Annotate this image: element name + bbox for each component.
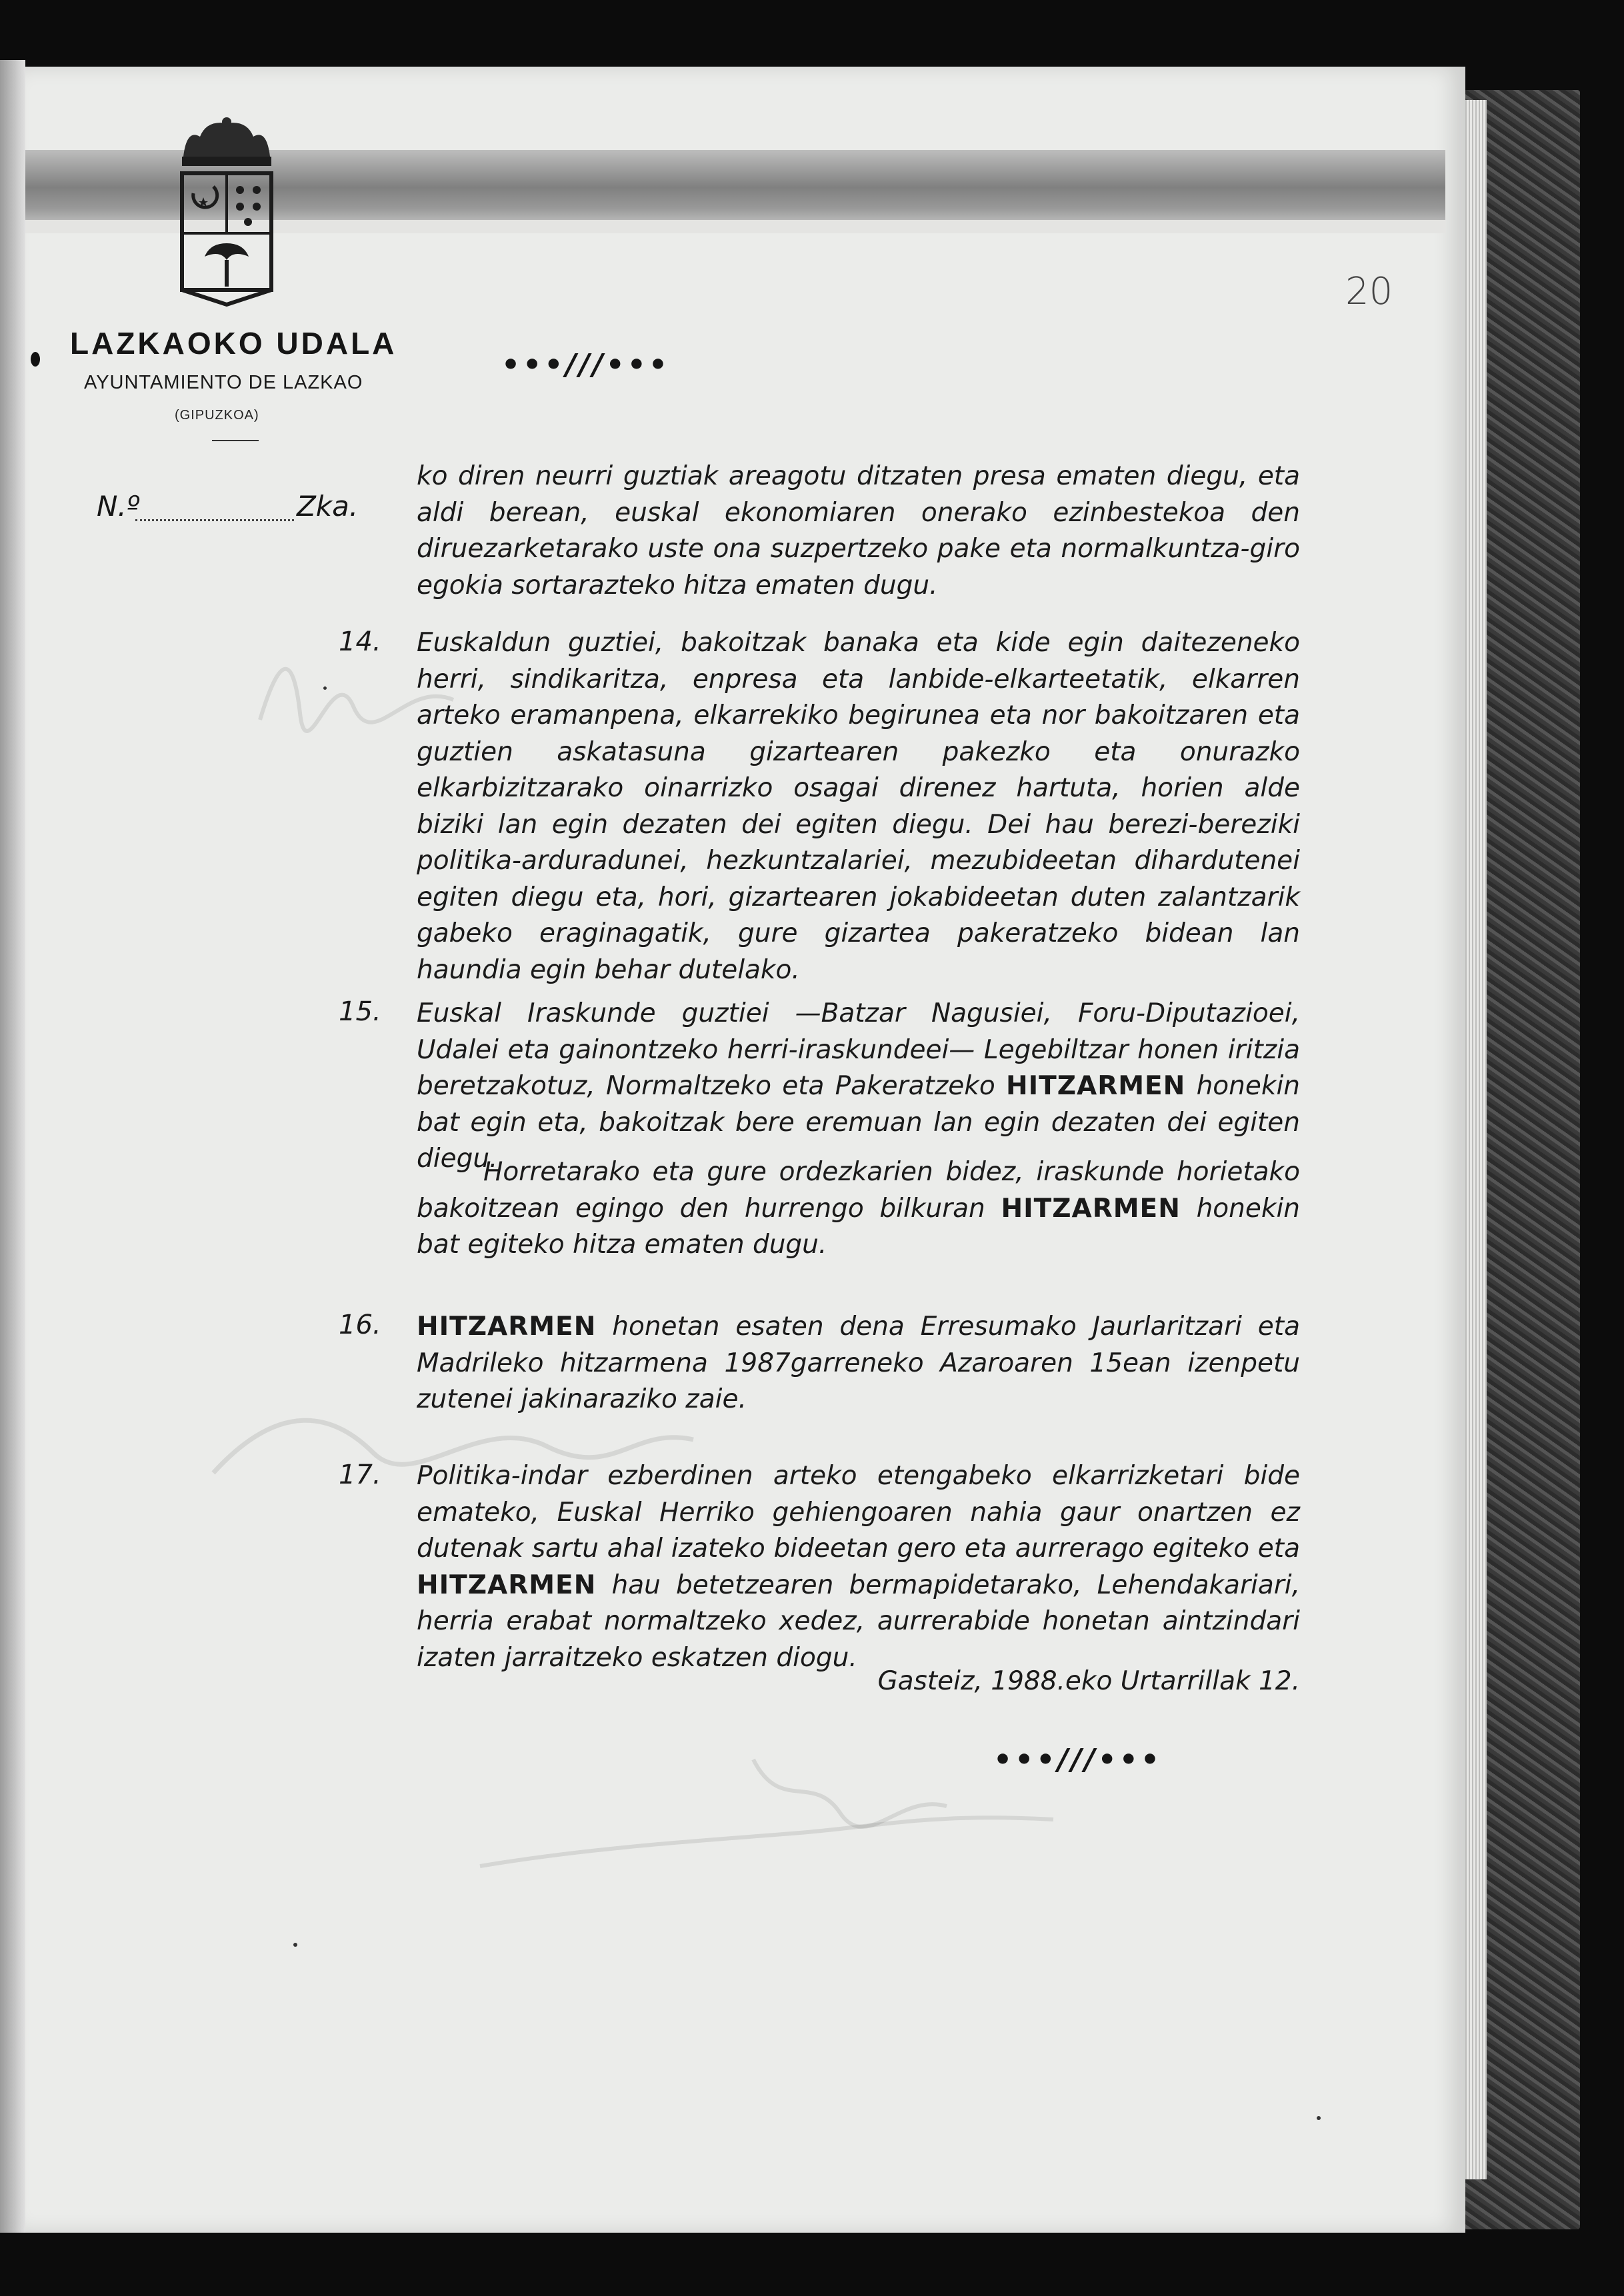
municipality-subtitle: AYUNTAMIENTO DE LAZKAO [84, 372, 363, 393]
hitzarmen-keyword: HITZARMEN [1005, 1071, 1186, 1101]
province-label: (GIPUZKOA) [175, 408, 259, 423]
binder-hole-mark [31, 352, 40, 367]
previous-page-edge [0, 60, 25, 2233]
item-15-second-paragraph: Horretarako eta gure ordezkarien bidez, iraskunde horietako bakoitzean egingo den hurrengo bilkuran HITZARMEN honekin bat egiteko hitza ematen dugu. [417, 1157, 1300, 1260]
zka-label: Zka. [297, 490, 359, 523]
item-16-text: HITZARMEN honetan esaten dena Erresumako Jaurlaritzari eta Madrileko hitzarmena 1987garreneko Azaroaren 15ean izenpetu zutenei jakinaraziko zaie. [417, 1312, 1300, 1414]
continuation-mark-bottom: •••///••• [993, 1743, 1162, 1777]
item-number-14: 14. [339, 626, 381, 657]
number-dotted-line [135, 519, 294, 521]
item-14-text: Euskaldun guztiei, bakoitzak banaka eta kide egin daitezeneko herri, sindikaritza, enpresa eta lanbide-elkarteetatik, elkarren arteko eramanpena, elkarrekiko begirunea eta nor bakoitzaren eta guztien askatasuna gizartearen pakezko eta onurazko elkarbizitzarako oinarrizko osagai direnez hartuta, horien alde biziki lan egin dezaten dei egiten diegu. Dei hau berezi-bereziki politika-arduradunei, hezkuntzalariei, mezubideetan dihardutenei egiten diegu eta, hori, gizartearen jokabideetan duten zalantzarik gabeko eraginagatik, gure gizartea pakeratzeko bidean lan haundia egin behar dutelako. [417, 628, 1300, 985]
item-15-text: Euskal Iraskunde guztiei —Batzar Nagusiei, Foru-Diputazioei, Udalei eta gainontzeko herri-iraskundeei— Legebiltzar honen iritzia beretzakotuz, Normaltzeko eta Pakeratzeko HITZARMEN honekin bat egin eta, bakoitzak bere eremuan lan egin dezaten dei egiten diegu. [417, 998, 1300, 1174]
page-number: 20 [1345, 270, 1393, 313]
continuation-mark-top: •••///••• [501, 348, 670, 382]
intro-paragraph: ko diren neurri guztiak areagotu ditzaten presa ematen diegu, eta aldi berean, euskal ekonomiaren onerako ezinbestekoa den diruezarketarako uste ona suzpertzeko pake eta normalkuntza-giro egokia sortarazteko hitza ematen dugu. [417, 461, 1300, 600]
item-17-text: Politika-indar ezberdinen arteko etengabeko elkarrizketari bide emateko, Euskal Herriko gehiengoaren nahia gaur onartzen ez dutenak sartu ahal izateko bideetan gero eta aurrerago egiteko eta HITZARMEN hau betetzearen bermapidetarako, Lehendakariari, herria erabat normaltzeko xedez, aurrerabide honetan aintzindari izaten jarraitzeko eskatzen diogu. [417, 1461, 1300, 1673]
date-line: Gasteiz, 1988.eko Urtarrillak 12. [877, 1666, 1300, 1696]
header-divider [212, 440, 259, 441]
hitzarmen-keyword: HITZARMEN [1001, 1193, 1181, 1224]
coat-of-arms-seal [170, 117, 283, 310]
item-number-15: 15. [339, 996, 381, 1027]
municipality-title: LAZKAOKO UDALA [70, 326, 397, 361]
item-number-17: 17. [339, 1460, 381, 1490]
item-number-16: 16. [339, 1310, 381, 1340]
hitzarmen-keyword: HITZARMEN [417, 1312, 597, 1342]
bleed-through-signature [467, 1733, 1067, 1893]
number-label: N.º [97, 490, 140, 523]
hitzarmen-keyword: HITZARMEN [417, 1570, 597, 1600]
reference-number-field [97, 490, 383, 530]
